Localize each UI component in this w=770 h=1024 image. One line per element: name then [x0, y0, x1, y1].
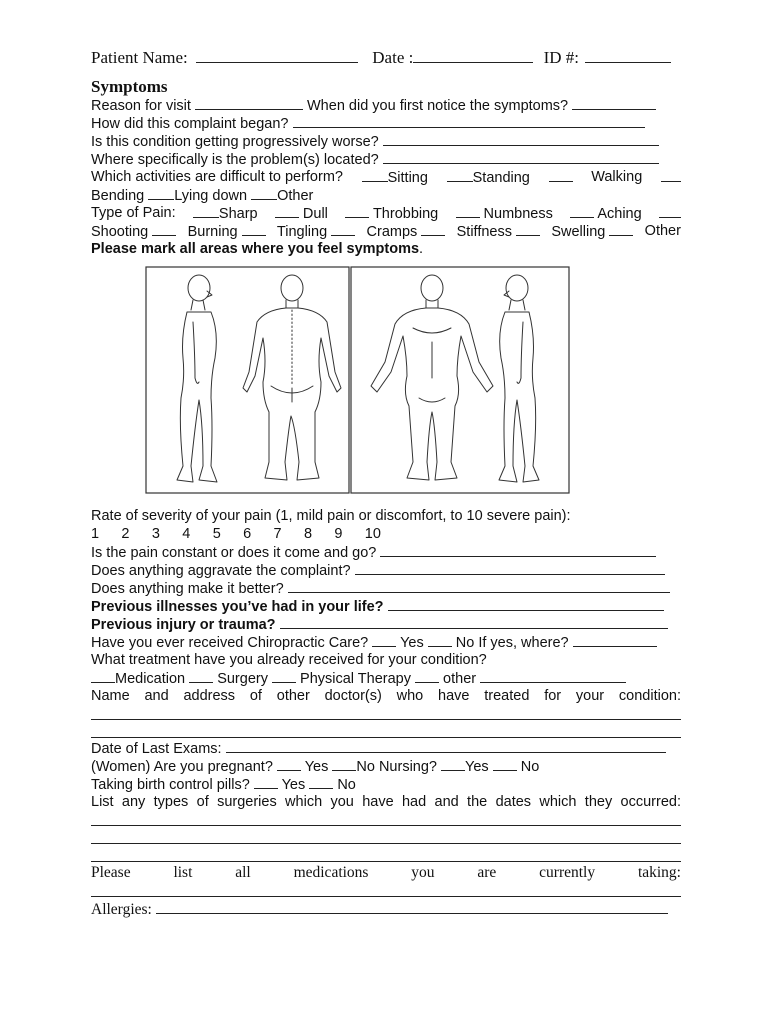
diagram-right-panel [351, 267, 569, 493]
chiro-label: Have you ever received Chiropractic Care? [91, 635, 369, 651]
activity-other[interactable]: Other [277, 188, 314, 204]
treatment-physical-therapy[interactable]: Physical Therapy [300, 671, 411, 687]
header-row [91, 48, 681, 68]
treatment-other[interactable]: other [443, 671, 477, 687]
medications-label: Please list all medications you are currently taking: [91, 864, 681, 881]
pain-dull[interactable]: Dull [275, 204, 328, 223]
id-label: ID #: [543, 48, 580, 67]
reason-row [91, 96, 681, 115]
constant-row [91, 543, 681, 562]
bending-blank[interactable] [148, 186, 174, 200]
constant-field[interactable] [380, 543, 656, 557]
pain-swelling[interactable]: Swelling [551, 222, 633, 241]
treatment-options-row [91, 669, 681, 688]
pregnant-label: (Women) Are you pregnant? [91, 759, 273, 775]
first-notice-field[interactable] [572, 96, 656, 110]
severity-1[interactable]: 1 [91, 526, 100, 542]
reason-field[interactable] [195, 96, 303, 110]
birth-control-no-blank[interactable] [309, 775, 333, 789]
severity-2[interactable]: 2 [121, 526, 130, 542]
severity-3[interactable]: 3 [151, 526, 160, 542]
birth-control-label: Taking birth control pills? [91, 777, 250, 793]
birth-control-no[interactable]: No [337, 777, 356, 793]
pain-cramps[interactable]: Cramps [367, 222, 446, 241]
first-notice-label: When did you first notice the symptoms? [307, 98, 569, 114]
treatment-medication[interactable]: Medication [115, 671, 186, 687]
treatment-other-field[interactable] [480, 669, 626, 683]
activities-row-2 [91, 186, 681, 205]
activity-standing[interactable]: Standing [447, 168, 530, 187]
doctors-field-line-1[interactable] [91, 719, 681, 720]
medications-field-line[interactable] [91, 896, 681, 897]
began-field[interactable] [293, 114, 645, 128]
activity-walking[interactable]: Walking [591, 169, 643, 185]
aggravate-field[interactable] [355, 561, 665, 575]
illnesses-field[interactable] [388, 597, 664, 611]
surgeries-label: List any types of surgeries which you have had and the dates which they occurred: [91, 794, 681, 810]
severity-7[interactable]: 7 [273, 526, 282, 542]
pain-shooting[interactable]: Shooting [91, 222, 176, 241]
surgery-blank[interactable] [189, 669, 213, 683]
mark-areas-instruction: Please mark all areas where you feel symptoms. [91, 241, 424, 257]
severity-5[interactable]: 5 [212, 526, 221, 542]
chiro-yes[interactable]: Yes [400, 635, 424, 651]
pain-aching[interactable]: Aching [570, 204, 642, 223]
pain-type-label: Type of Pain: [91, 205, 176, 221]
began-row [91, 114, 681, 133]
severity-label: Rate of severity of your pain (1, mild pain or discomfort, to 10 severe pain): [91, 508, 571, 524]
patient-name-label: Patient Name: [91, 48, 188, 67]
activity-sitting[interactable]: Sitting [362, 168, 428, 187]
worse-row [91, 132, 681, 151]
birth-control-row [91, 775, 681, 794]
better-row [91, 579, 681, 598]
worse-label: Is this condition getting progressively worse? [91, 134, 379, 150]
pain-type-row [91, 204, 681, 223]
constant-label: Is the pain constant or does it come and go? [91, 545, 377, 561]
severity-6[interactable]: 6 [243, 526, 252, 542]
activities-label: Which activities are difficult to perform? [91, 169, 343, 185]
activity-walking-blank[interactable] [549, 168, 573, 182]
pregnant-no-blank[interactable] [332, 757, 356, 771]
severity-scale [91, 525, 381, 543]
patient-name-field[interactable] [196, 49, 358, 63]
location-row [91, 150, 681, 169]
pain-other[interactable]: Other [644, 223, 681, 239]
nursing-yes[interactable]: Yes [465, 759, 489, 775]
activity-walking-blank-2[interactable] [661, 168, 681, 182]
birth-control-yes[interactable]: Yes [281, 777, 306, 793]
pain-burning[interactable]: Burning [188, 222, 266, 241]
severity-10[interactable]: 10 [364, 526, 381, 542]
doctors-label: Name and address of other doctor(s) who have treated for your condition: [91, 688, 681, 704]
allergies-label: Allergies: [91, 901, 152, 918]
surgeries-field-line-3[interactable] [91, 861, 681, 862]
aching-blank[interactable] [659, 204, 681, 218]
better-field[interactable] [288, 579, 670, 593]
activity-bending[interactable]: Bending [91, 188, 145, 204]
last-exams-row [91, 739, 681, 758]
reason-label: Reason for visit [91, 98, 191, 114]
allergies-row [91, 900, 681, 919]
activity-lying-down[interactable]: Lying down [174, 188, 248, 204]
better-label: Does anything make it better? [91, 581, 284, 597]
allergies-field[interactable] [156, 900, 668, 914]
nursing-no-blank[interactable] [493, 757, 517, 771]
symptoms-heading: Symptoms [91, 77, 168, 96]
treatment-surgery[interactable]: Surgery [217, 671, 268, 687]
doctors-field-line-2[interactable] [91, 737, 681, 738]
illnesses-row [91, 597, 681, 616]
pregnant-yes[interactable]: Yes [304, 759, 329, 775]
pain-tingling[interactable]: Tingling [277, 222, 355, 241]
severity-4[interactable]: 4 [182, 526, 191, 542]
nursing-no[interactable]: No [520, 759, 540, 775]
pregnant-yes-blank[interactable] [277, 757, 301, 771]
treatment-label: What treatment have you already received for your condition? [91, 652, 487, 668]
chiro-row [91, 633, 681, 652]
date-label: Date : [372, 48, 414, 67]
body-diagram[interactable] [145, 266, 570, 494]
last-exams-label: Date of Last Exams: [91, 741, 222, 757]
illnesses-label: Previous illnesses you’ve had in your life? [91, 599, 384, 615]
aggravate-row [91, 561, 681, 580]
birth-control-yes-blank[interactable] [254, 775, 278, 789]
id-field[interactable] [585, 49, 671, 63]
other-blank[interactable] [415, 669, 439, 683]
surgeries-field-line-1[interactable] [91, 825, 681, 826]
injury-row [91, 615, 681, 634]
location-field[interactable] [383, 150, 659, 164]
began-label: How did this complaint began? [91, 116, 289, 132]
pain-type-row-2 [91, 222, 681, 241]
severity-9[interactable]: 9 [334, 526, 343, 542]
surgeries-field-line-2[interactable] [91, 843, 681, 844]
injury-label: Previous injury or trauma? [91, 617, 276, 633]
pain-numbness[interactable]: Numbness [456, 204, 553, 223]
chiro-no-if-yes: No If yes, where? [455, 635, 569, 651]
chiro-where-field[interactable] [573, 633, 657, 647]
chiro-yes-blank[interactable] [372, 633, 396, 647]
pregnant-row [91, 757, 681, 776]
no-nursing-label: No Nursing? [356, 759, 437, 775]
pt-blank[interactable] [272, 669, 296, 683]
last-exams-field[interactable] [226, 739, 666, 753]
aggravate-label: Does anything aggravate the complaint? [91, 563, 351, 579]
location-label: Where specifically is the problem(s) located? [91, 152, 379, 168]
diagram-left-panel [146, 267, 349, 493]
medication-blank[interactable] [91, 669, 115, 683]
chiro-no-blank[interactable] [428, 633, 452, 647]
date-field[interactable] [413, 49, 533, 63]
pain-throbbing[interactable]: Throbbing [345, 204, 438, 223]
activities-row [91, 168, 681, 187]
lying-blank[interactable] [251, 186, 277, 200]
pain-stiffness[interactable]: Stiffness [457, 222, 540, 241]
pain-sharp[interactable]: Sharp [193, 204, 258, 223]
injury-field[interactable] [280, 615, 668, 629]
worse-field[interactable] [383, 132, 659, 146]
nursing-yes-blank[interactable] [441, 757, 465, 771]
severity-8[interactable]: 8 [303, 526, 313, 542]
